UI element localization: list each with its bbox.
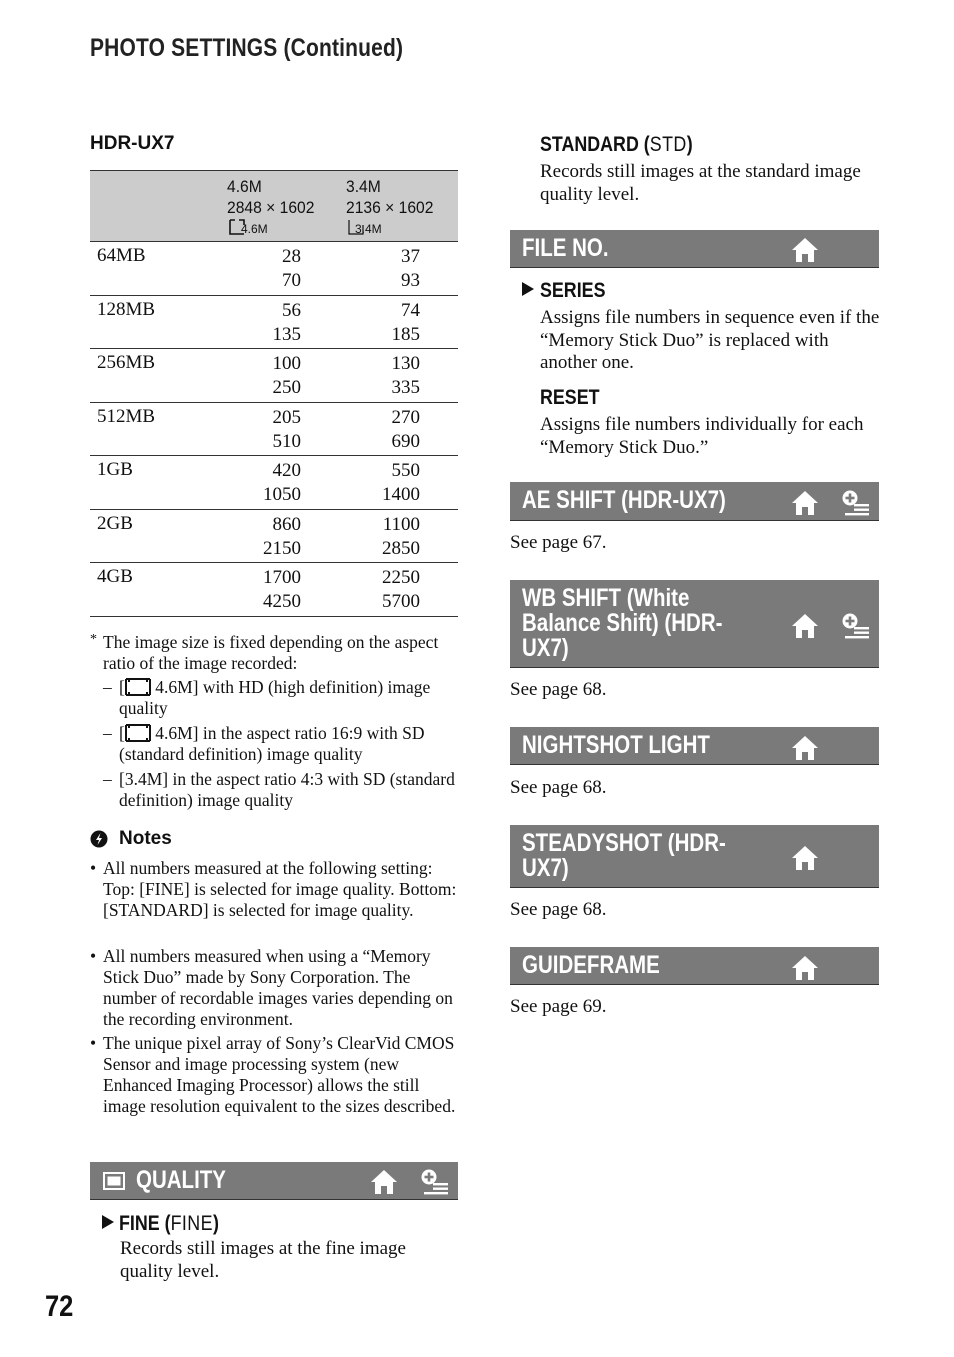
default-marker-icon <box>102 1215 114 1229</box>
count-cell-3-4m <box>360 566 420 614</box>
table-row <box>90 403 458 457</box>
section-title: QUALITY <box>136 1166 226 1194</box>
footnote-item <box>103 769 458 811</box>
bracket: [ <box>119 677 125 697</box>
section-bar-nightshot <box>510 727 879 765</box>
dash: – <box>103 769 112 789</box>
fine-icon: FINE <box>170 1212 213 1235</box>
std-icon: STD <box>649 133 687 156</box>
fine-description: Records still images at the fine image quality level. <box>120 1238 406 1282</box>
table-row <box>90 242 458 296</box>
standard-count: 250 <box>272 377 301 398</box>
standard-count: 1050 <box>263 484 301 505</box>
footnote <box>90 632 458 674</box>
series-label: SERIES <box>540 279 606 302</box>
footnote-text: The image size is fixed depending on the aspect ratio of the image recorded: <box>103 632 439 673</box>
column-resolution: 2848 × 1602 <box>227 198 315 217</box>
section-bar-file-no <box>510 230 879 268</box>
fine-count: 270 <box>391 406 420 428</box>
fine-count: 550 <box>391 460 420 481</box>
fine-count: 56 <box>282 299 301 321</box>
count-cell-4-6m <box>241 566 301 614</box>
fine-count: 28 <box>282 246 301 267</box>
plus-menu-icon <box>841 612 871 640</box>
section-title: STEADYSHOT (HDR- <box>522 829 726 857</box>
standard-count: 335 <box>391 377 420 398</box>
count-cell-3-4m <box>360 513 420 561</box>
standard-size-icon <box>346 218 441 238</box>
see-page-text: See page 69. <box>510 996 607 1017</box>
section-title: NIGHTSHOT LIGHT <box>522 731 710 759</box>
fine-count: 37 <box>401 246 420 267</box>
section-title: WB SHIFT (White <box>522 584 690 612</box>
standard-count: 185 <box>391 323 420 345</box>
footnote-item <box>103 677 458 719</box>
wide-size-icon <box>227 218 322 238</box>
section-bar-guideframe <box>510 947 879 985</box>
see-page-text: See page 68. <box>510 899 607 920</box>
count-cell-4-6m <box>241 459 301 507</box>
wide-hd-icon <box>125 678 151 696</box>
see-page-text: See page 68. <box>510 777 607 798</box>
notes-title: Notes <box>119 828 172 849</box>
standard-count: 1400 <box>382 484 420 505</box>
column-size: 3.4M <box>346 177 381 196</box>
standard-count: 135 <box>272 323 301 345</box>
note-item: • The unique pixel array of Sony’s ClearVid CMOS Sensor and image processing system (new Enhanced Imaging Processor) allows the still image resolution equivalent to the sizes described. <box>90 1033 458 1117</box>
home-icon <box>790 612 820 640</box>
table-row <box>90 296 458 350</box>
see-page-text: See page 68. <box>510 679 607 700</box>
plus-menu-icon <box>841 489 871 517</box>
count-cell-3-4m <box>360 352 420 400</box>
standard-count: 70 <box>282 270 301 291</box>
note-text: The unique pixel array of Sony’s ClearVid CMOS Sensor and image processing system (new Enhanced Imaging Processor) allows the still image resolution equivalent to the sizes described. <box>103 1033 456 1116</box>
notes-icon <box>90 830 108 848</box>
count-cell-4-6m <box>241 513 301 561</box>
plus-menu-icon <box>420 1168 450 1196</box>
standard-count: 4250 <box>263 591 301 612</box>
fine-count: 860 <box>272 513 301 535</box>
footnote-item-text: [3.4M] in the aspect ratio 4:3 with SD (standard definition) image quality <box>119 769 455 810</box>
page-number: 72 <box>45 1290 74 1323</box>
column-resolution: 2136 × 1602 <box>346 198 434 217</box>
section-title: Balance Shift) (HDR- <box>522 609 723 637</box>
capacity-cell: 2GB <box>97 512 133 534</box>
fine-count: 2250 <box>382 567 420 588</box>
section-title: FILE NO. <box>522 234 609 262</box>
dash: – <box>103 677 112 697</box>
capacity-cell: 64MB <box>97 245 146 266</box>
wide-sd-icon <box>125 724 151 742</box>
fine-label <box>119 1212 219 1236</box>
reset-description: Assigns file numbers individually for each “Memory Stick Duo.” <box>540 414 864 458</box>
dash: – <box>103 723 112 743</box>
bracket: [ <box>119 723 125 743</box>
count-cell-3-4m <box>360 245 420 293</box>
table-row <box>90 456 458 510</box>
icon-label: 3.4M <box>355 222 382 236</box>
label: ) <box>212 1212 219 1235</box>
count-cell-4-6m <box>241 352 301 400</box>
column-size: 4.6M <box>227 177 262 196</box>
home-icon <box>790 489 820 517</box>
standard-count: 93 <box>401 270 420 291</box>
capacity-cell: 4GB <box>97 566 133 587</box>
standard-description: Records still images at the standard image quality level. <box>540 161 861 205</box>
section-bar-quality <box>90 1162 458 1200</box>
note-item: • All numbers measured at the following setting: Top: [FINE] is selected for image quality. Bottom: [STANDARD] is selected for image quality. <box>90 858 457 920</box>
series-description: Assigns file numbers in sequence even if the “Memory Stick Duo” is replaced with another one. <box>540 307 880 373</box>
fine-count: 420 <box>272 460 301 481</box>
capacity-cell: 256MB <box>97 352 156 373</box>
section-title: AE SHIFT (HDR-UX7) <box>522 486 726 514</box>
home-icon <box>790 236 820 264</box>
count-cell-3-4m <box>360 299 420 347</box>
home-icon <box>790 844 820 872</box>
page-title: PHOTO SETTINGS (Continued) <box>90 34 404 62</box>
count-cell-3-4m <box>360 406 420 454</box>
table-row <box>90 349 458 403</box>
footnote-item-text: 4.6M] with HD (high definition) image quality <box>119 677 431 718</box>
default-marker-icon <box>522 282 534 296</box>
section-bar-wb-shift <box>510 580 879 668</box>
table-row <box>90 563 458 617</box>
reset-label: RESET <box>540 386 600 409</box>
icon-label: 4.6M <box>241 222 268 236</box>
fine-count: 1100 <box>382 513 420 535</box>
table-header <box>90 170 458 242</box>
capacity-cell: 128MB <box>97 298 156 320</box>
section-title: UX7) <box>522 634 569 662</box>
count-cell-4-6m <box>241 245 301 293</box>
standard-count: 5700 <box>382 591 420 612</box>
footnote-item-text: 4.6M] in the aspect ratio 16:9 with SD (standard definition) image quality <box>119 723 425 764</box>
capacity-cell: 512MB <box>97 405 156 427</box>
standard-count: 510 <box>272 430 301 452</box>
section-bar-ae-shift <box>510 482 879 521</box>
standard-count: 2150 <box>263 537 301 559</box>
fine-count: 205 <box>272 406 301 428</box>
capacity-table <box>90 170 458 617</box>
fine-count: 1700 <box>263 567 301 588</box>
quality-icon <box>103 1172 125 1190</box>
fine-count: 130 <box>391 353 420 374</box>
home-icon <box>790 954 820 982</box>
see-page-text: See page 67. <box>510 532 607 553</box>
home-icon <box>790 734 820 762</box>
count-cell-3-4m <box>360 459 420 507</box>
note-text: All numbers measured at the following setting: Top: [FINE] is selected for image quality. Bottom: [STANDARD] is selected for image quality. <box>103 858 457 920</box>
section-title: GUIDEFRAME <box>522 951 660 979</box>
fine-count: 100 <box>272 353 301 374</box>
footnote-item <box>103 723 458 765</box>
column-header-3-4m <box>346 176 441 238</box>
count-cell-4-6m <box>241 406 301 454</box>
standard-label <box>540 133 693 157</box>
fine-count: 74 <box>401 299 420 321</box>
section-title: UX7) <box>522 854 569 882</box>
standard-count: 2850 <box>382 537 420 559</box>
note-text: All numbers measured when using a “Memory Stick Duo” made by Sony Corporation. The number of recordable images varies depending on the recording environment. <box>103 946 453 1029</box>
model-heading: HDR-UX7 <box>90 133 175 154</box>
label: FINE ( <box>119 1212 171 1235</box>
section-bar-steadyshot <box>510 825 879 888</box>
label: STANDARD ( <box>540 133 650 156</box>
note-item: • All numbers measured when using a “Memory Stick Duo” made by Sony Corporation. The number of recordable images varies depending on the recording environment. <box>90 946 458 1030</box>
label: ) <box>686 133 693 156</box>
capacity-cell: 1GB <box>97 459 133 480</box>
footnote-mark: * <box>90 632 97 647</box>
count-cell-4-6m <box>241 299 301 347</box>
table-row <box>90 510 458 564</box>
standard-count: 690 <box>391 430 420 452</box>
home-icon <box>369 1168 399 1196</box>
column-header-4-6m <box>227 176 322 238</box>
